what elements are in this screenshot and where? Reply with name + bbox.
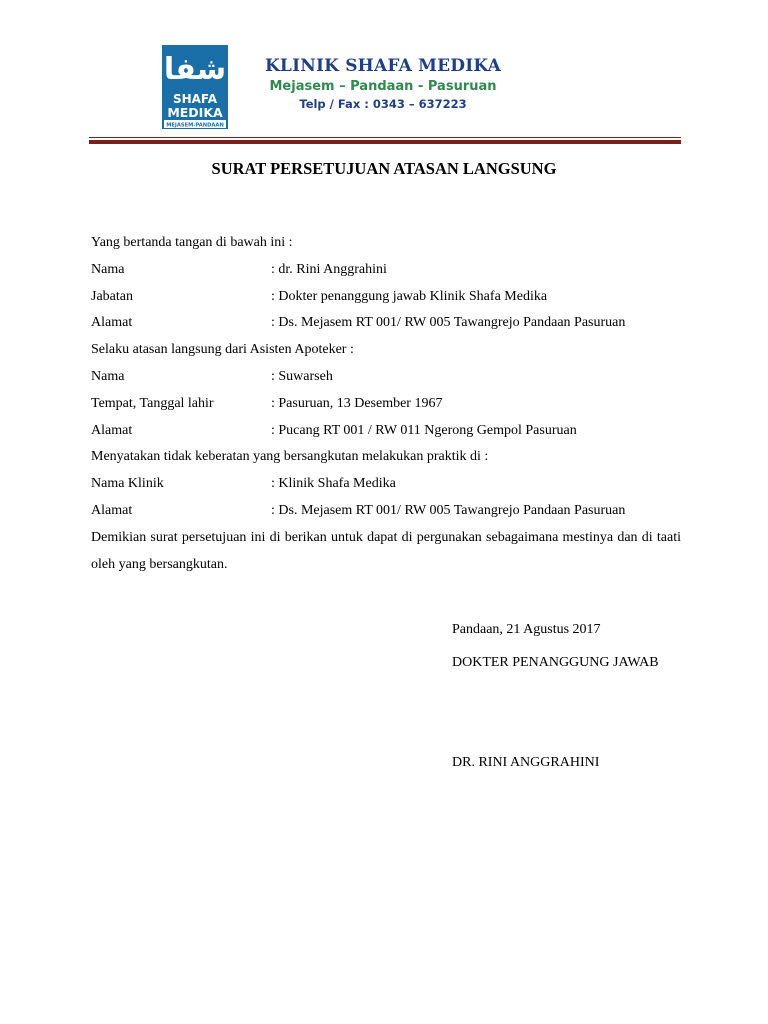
field-label: Nama — [91, 368, 125, 384]
field-value: : dr. Rini Anggrahini — [271, 261, 387, 277]
logo-line2: MEDIKA — [167, 105, 223, 120]
signer-address-row — [91, 310, 681, 337]
field-label: Alamat — [91, 502, 133, 518]
field-value: : Ds. Mejasem RT 001/ RW 005 Tawangrejo Pandaan Pasuruan — [271, 502, 626, 518]
field-value: : Dokter penanggung jawab Klinik Shafa Medika — [271, 288, 548, 304]
field-label: Jabatan — [91, 288, 133, 304]
clinic-name: KLINIK SHAFA MEDIKA — [264, 56, 502, 76]
clinic-location: Mejasem – Pandaan - Pasuruan — [269, 79, 497, 94]
signer-position-row — [91, 284, 681, 311]
logo-arabic-text: شفا — [163, 52, 227, 87]
clinic-logo — [162, 45, 228, 129]
field-value: : Pucang RT 001 / RW 011 Ngerong Gempol Pasuruan — [271, 422, 577, 438]
signer-name-row — [91, 257, 681, 284]
clinic-telp: Telp / Fax : 0343 – 637223 — [299, 97, 467, 111]
logo-line3: MEJASEM-PANDAAN — [166, 122, 224, 129]
subject-intro-text: Selaku atasan langsung dari Asisten Apoteker : — [91, 342, 354, 358]
subject-name-row — [91, 364, 681, 391]
field-value: : Ds. Mejasem RT 001/ RW 005 Tawangrejo Pandaan Pasuruan — [271, 315, 626, 331]
letter-body — [91, 230, 681, 578]
header-rule-thin — [89, 137, 681, 138]
field-label: Nama — [91, 261, 125, 277]
letterhead — [248, 56, 518, 111]
subject-birth-row — [91, 391, 681, 418]
field-value: : Pasuruan, 13 Desember 1967 — [271, 395, 443, 411]
signature-name: DR. RINI ANGGRAHINI — [452, 755, 600, 770]
field-value: : Suwarseh — [271, 368, 333, 384]
signature-place-date: Pandaan, 21 Agustus 2017 — [452, 622, 601, 637]
document-title: SURAT PERSETUJUAN ATASAN LANGSUNG — [211, 159, 557, 178]
signature-block — [452, 617, 659, 776]
statement-text: Menyatakan tidak keberatan yang bersangkutan melakukan praktik di : — [91, 449, 489, 465]
field-label: Alamat — [91, 422, 133, 438]
logo-line1: SHAFA — [172, 92, 218, 106]
field-label: Tempat, Tanggal lahir — [91, 395, 214, 411]
field-label: Alamat — [91, 315, 133, 331]
signature-role: DOKTER PENANGGUNG JAWAB — [452, 655, 659, 670]
intro-text: Yang bertanda tangan di bawah ini : — [91, 235, 293, 250]
subject-address-row — [91, 418, 681, 445]
clinic-name-row — [91, 471, 681, 498]
header-rule-thick — [89, 140, 681, 144]
closing-paragraph: Demikian surat persetujuan ini di berikan untuk dapat di pergunakan sebagaimana mestinya dan di taati oleh yang bersangkutan. — [91, 529, 681, 572]
field-label: Nama Klinik — [91, 476, 164, 492]
field-value: : Klinik Shafa Medika — [271, 476, 396, 492]
clinic-address-row — [91, 498, 681, 525]
